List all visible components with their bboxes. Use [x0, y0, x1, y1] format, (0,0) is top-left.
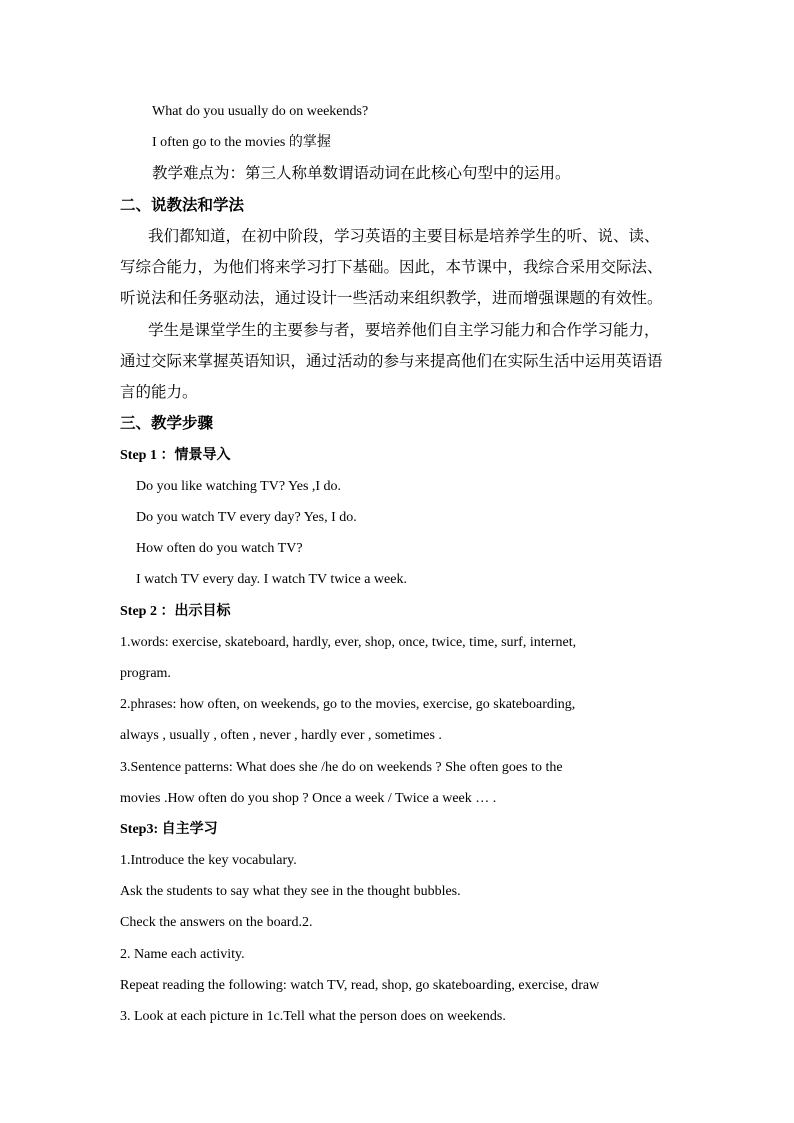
text-line: 3. Look at each picture in 1c.Tell what the person does on weekends.: [120, 1009, 506, 1024]
text-line: 1.Introduce the key vocabulary.: [120, 853, 297, 868]
text-line: Ask the students to say what they see in the thought bubbles.: [120, 884, 461, 899]
text-line: always , usually , often , never , hardly ever , sometimes .: [120, 728, 442, 743]
text-line: 教学难点为：第三人称单数谓语动词在此核心句型中的运用。: [152, 165, 571, 182]
text-line: 3.Sentence patterns: What does she /he do on weekends ? She often goes to the: [120, 760, 563, 775]
dialogue-line: Do you watch TV every day? Yes, I do.: [136, 510, 357, 525]
paragraph-line: 学生是课堂学生的主要参与者，要培养他们自主学习能力和合作学习能力，: [148, 322, 660, 339]
step-heading: Step 2 ：出示目标: [120, 604, 231, 619]
section-heading: 三、教学步骤: [120, 415, 214, 432]
paragraph-line: 言的能力。: [120, 384, 198, 401]
text-line: What do you usually do on weekends?: [152, 104, 369, 119]
text-line: 2.phrases: how often, on weekends, go to the movies, exercise, go skateboarding,: [120, 697, 576, 712]
text-line: 2. Name each activity.: [120, 947, 245, 962]
section-heading: 二、说教法和学法: [120, 197, 245, 214]
paragraph-line: 听说法和任务驱动法，通过设计一些活动来组织教学，进而增强课题的有效性。: [120, 290, 663, 307]
dialogue-line: Do you like watching TV? Yes ,I do.: [136, 479, 342, 494]
text-line: Repeat reading the following: watch TV, read, shop, go skateboarding, exercise, draw: [120, 978, 600, 993]
paragraph-line: 通过交际来掌握英语知识，通过活动的参与来提高他们在实际生活中运用英语语: [120, 353, 663, 370]
step-heading: Step 1 ：情景导入: [120, 448, 231, 463]
text-line: Check the answers on the board.2.: [120, 915, 313, 930]
dialogue-line: I watch TV every day. I watch TV twice a week.: [136, 572, 407, 587]
step-heading: Step3: 自主学习: [120, 822, 218, 837]
dialogue-line: How often do you watch TV?: [136, 541, 303, 556]
text-line: I often go to the movies 的掌握: [152, 135, 331, 150]
text-line: 1.words: exercise, skateboard, hardly, ever, shop, once, twice, time, surf, internet,: [120, 635, 577, 650]
paragraph-line: 我们都知道，在初中阶段，学习英语的主要目标是培养学生的听、说、读、: [148, 228, 660, 245]
paragraph-line: 写综合能力，为他们将来学习打下基础。因此，本节课中，我综合采用交际法、: [120, 259, 663, 276]
text-line: movies .How often do you shop ? Once a week / Twice a week … .: [120, 791, 497, 806]
text-line: program.: [120, 666, 171, 681]
